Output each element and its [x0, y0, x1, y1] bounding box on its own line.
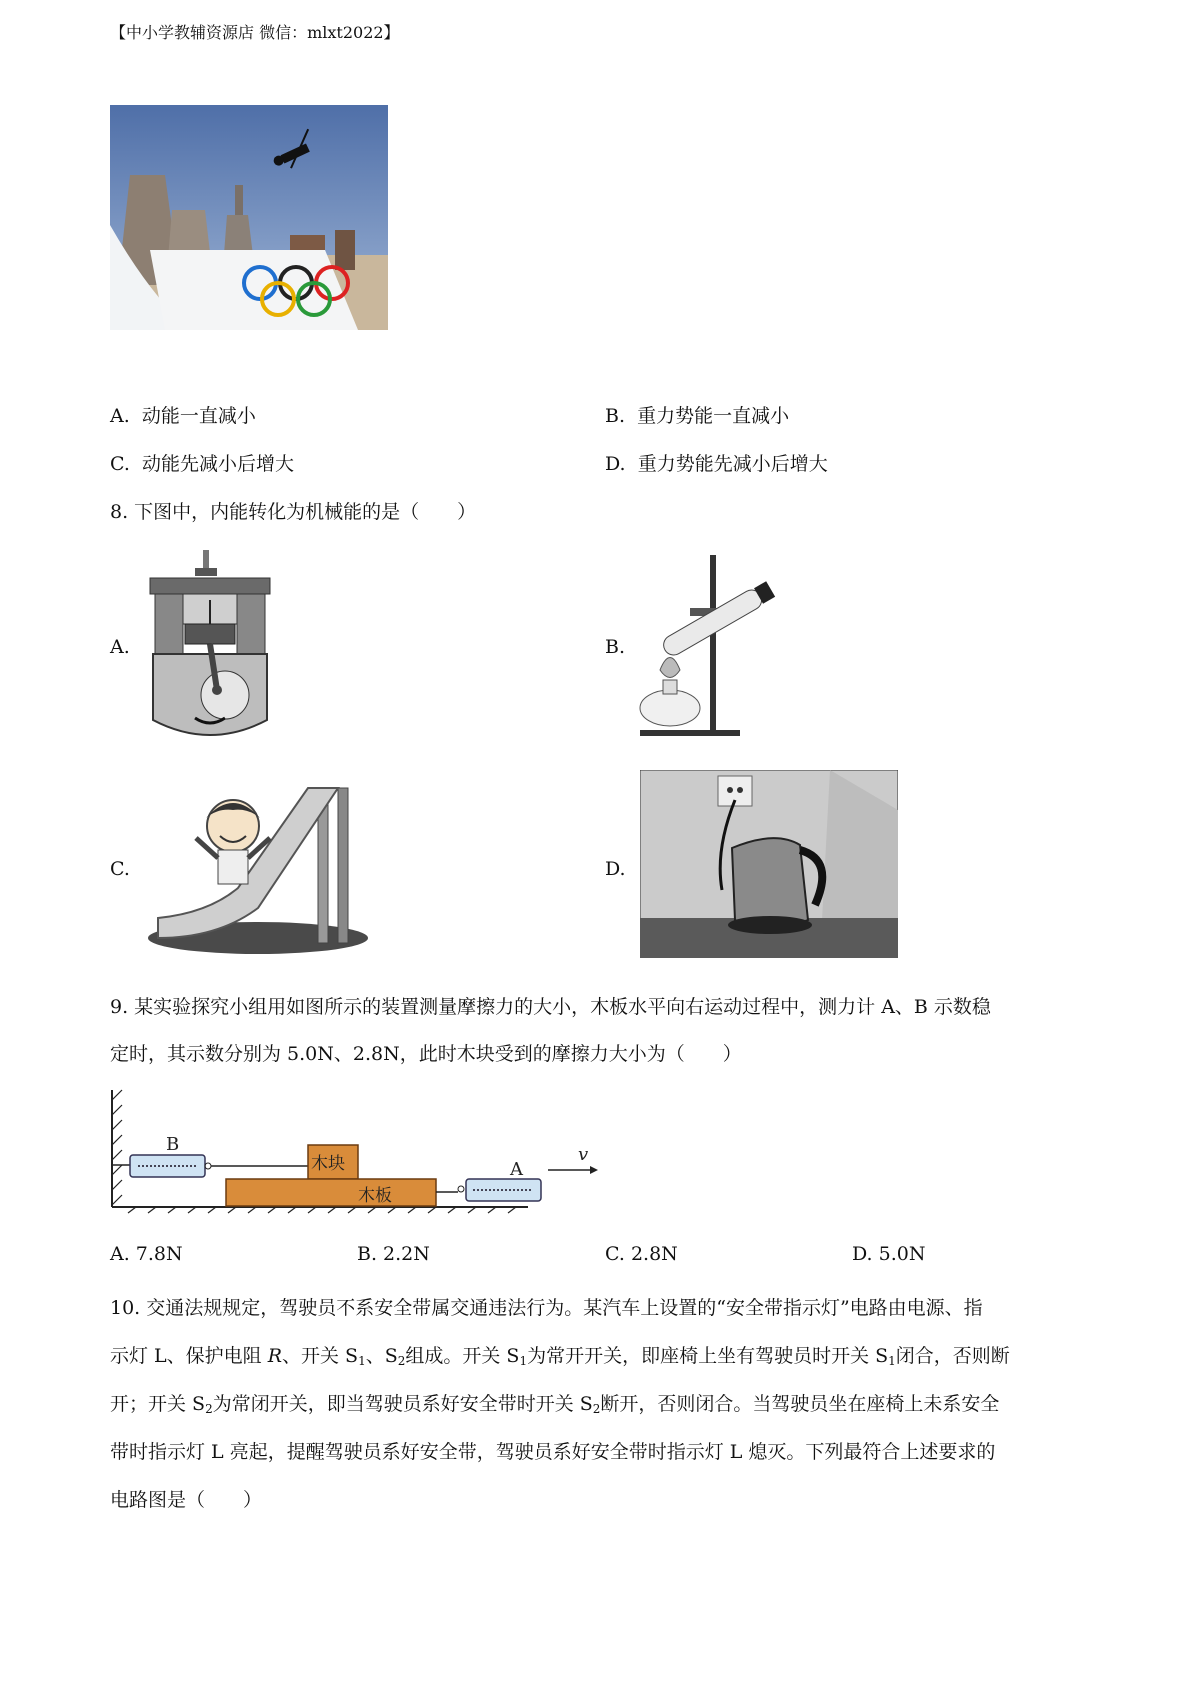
q10-line-3-a: 开；开关 S [110, 1393, 206, 1415]
q9-option-d: D. 5.0N [852, 1243, 926, 1265]
q10-line-2-sub3: 1 [519, 1354, 528, 1368]
label-b: B [166, 1134, 180, 1155]
q7-option-b-text: 重力势能一直减小 [637, 405, 790, 427]
q9-line-1: 9. 某实验探究小组用如图所示的装置测量摩擦力的大小，木板水平向右运动过程中，测力计 A、B 示数稳 [110, 996, 991, 1018]
q9-line-2: 定时，其示数分别为 5.0N、2.8N，此时木块受到的摩擦力大小为（ ） [110, 1043, 742, 1065]
q7-option-a-text: 动能一直减小 [141, 405, 256, 427]
q8-option-b-label: B. [605, 636, 626, 658]
q10-line-2-b: 、开关 S [282, 1345, 359, 1367]
q10-line-2-f: 闭合，否则断 [895, 1345, 1010, 1367]
q10-line-3-sub1: 2 [205, 1402, 213, 1416]
q7-option-c-text: 动能先减小后增大 [142, 453, 295, 475]
q8-option-a-label: A. [110, 636, 130, 658]
q7-option-d-text: 重力势能先减小后增大 [637, 453, 828, 475]
board-label: 木板 [358, 1186, 392, 1206]
q8-stem: 8. 下图中，内能转化为机械能的是（ ） [110, 501, 477, 523]
q10-line-2-c: 、S [365, 1345, 398, 1367]
label-v: v [578, 1144, 589, 1165]
ski-jump-photo [110, 105, 388, 330]
q10-line-2-e: 为常开开关，即座椅上坐有驾驶员时开关 S [527, 1345, 889, 1367]
test-tube-heating-diagram [630, 550, 810, 740]
q10-line-1: 10. 交通法规规定，驾驶员不系安全带属交通违法行为。某汽车上设置的“安全带指示灯”电路由电源、指 [110, 1297, 983, 1319]
q10-line-5: 电路图是（ ） [110, 1489, 263, 1511]
q8-option-d-label: D. [605, 858, 626, 880]
resistor-symbol: R [267, 1345, 283, 1367]
q7-option-d-letter: D. [605, 453, 626, 475]
q10-line-2-a: 示灯 L、保护电阻 [110, 1345, 268, 1367]
q10-line-2-d: 组成。开关 S [405, 1345, 520, 1367]
q10-line-3-b: 为常闭开关，即当驾驶员系好安全带时开关 S [212, 1393, 593, 1415]
block-label: 木块 [311, 1154, 345, 1174]
electric-kettle-photo [640, 770, 898, 958]
q10-line-2 [110, 1341, 1010, 1368]
q7-option-c-letter: C. [110, 453, 130, 475]
q7-option-b-letter: B. [605, 405, 626, 427]
q8-option-c-label: C. [110, 858, 130, 880]
q10-line-2-sub4: 1 [888, 1354, 896, 1368]
friction-experiment-diagram [108, 1085, 608, 1215]
slide-diagram [138, 778, 378, 958]
q7-option-c [110, 455, 294, 474]
q10-line-3 [110, 1389, 999, 1416]
engine-diagram [145, 550, 275, 745]
q7-option-a [110, 407, 256, 426]
q10-line-2-sub2: 2 [397, 1354, 406, 1368]
q10-line-3-c: 断开，否则闭合。当驾驶员坐在座椅上未系安全 [600, 1393, 1000, 1415]
page-header: 【中小学教辅资源店 微信：mlxt2022】 [110, 23, 400, 42]
q7-option-a-letter: A. [110, 405, 130, 427]
label-a: A [510, 1159, 523, 1180]
q7-option-b [605, 407, 789, 426]
q9-option-c: C. 2.8N [605, 1243, 678, 1265]
q9-option-b: B. 2.2N [357, 1243, 430, 1265]
q9-option-a: A. 7.8N [110, 1243, 183, 1265]
q7-option-d [605, 455, 828, 474]
q10-line-4: 带时指示灯 L 亮起，提醒驾驶员系好安全带，驾驶员系好安全带时指示灯 L 熄灭。下列最符合上述要求的 [110, 1441, 996, 1463]
q10-line-2-sub1: 1 [358, 1354, 366, 1368]
q10-line-3-sub2: 2 [592, 1402, 601, 1416]
